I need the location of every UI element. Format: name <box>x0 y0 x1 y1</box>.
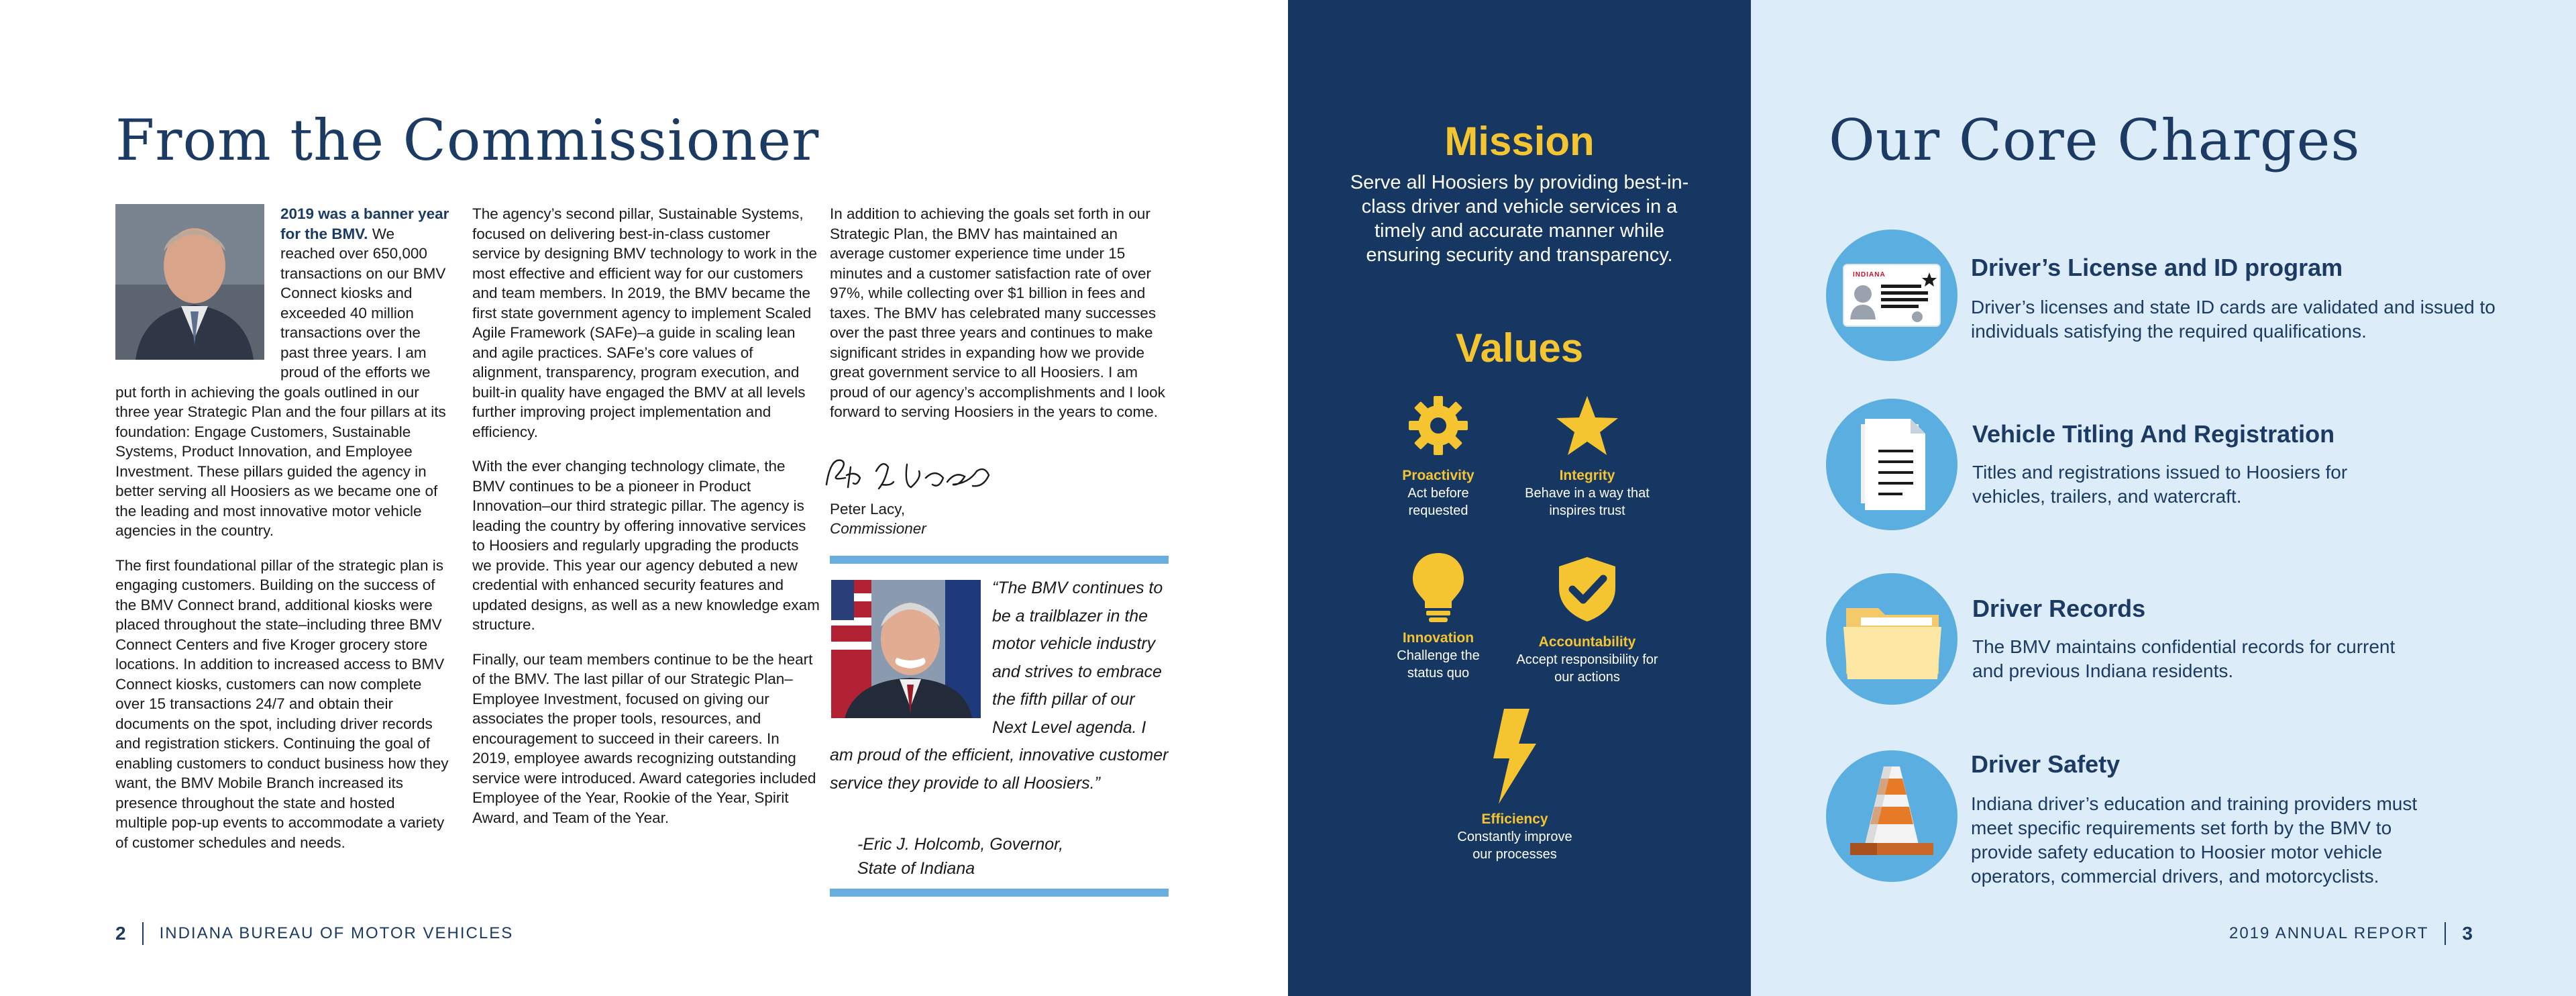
governor-photo <box>831 580 981 718</box>
signer-block <box>830 499 926 538</box>
value-accountability <box>1507 554 1668 686</box>
lead-sentence: 2019 was a banner year for the BMV. <box>280 205 449 242</box>
gear-icon <box>1406 393 1470 458</box>
charge-desc: Driver’s licenses and state ID cards are validated and issued to individuals satisfying the required qualifications. <box>1971 297 2496 342</box>
folder-icon <box>1826 573 1957 705</box>
values-title: Values <box>1455 326 1584 370</box>
quote-text: “The BMV continues to be a trailblazer in the motor vehicle industry and strives to embrace the fifth pillar of our Next Level agenda. I am proud of the efficient, innovative customer service they provide to all Hoosiers.” <box>830 579 1169 793</box>
charge-icon-circle <box>1826 399 1957 530</box>
footer-right <box>2229 922 2473 945</box>
value-desc: Constantly improve our processes <box>1457 830 1572 862</box>
charge-icon-circle <box>1826 750 1957 882</box>
value-name: Innovation <box>1402 630 1474 646</box>
signature-image <box>821 451 1009 498</box>
page-number-right: 3 <box>2462 923 2473 944</box>
traffic-cone-icon <box>1826 750 1957 882</box>
value-integrity <box>1507 393 1668 519</box>
charge-title: Driver Safety <box>1971 750 2121 778</box>
mission-text: Serve all Hoosiers by providing best-in-class driver and vehicle services in a timely and accurate manner while ensuring security and transparency. <box>1350 172 1689 266</box>
value-proactivity <box>1358 393 1519 519</box>
text-column-1 <box>115 204 449 867</box>
value-desc: Behave in a way that inspires trust <box>1525 486 1650 518</box>
checkmark-shield-icon <box>1555 554 1619 624</box>
signature <box>821 451 1022 501</box>
quote-rule-bottom <box>830 889 1169 897</box>
quote-attribution-line-2: State of Indiana <box>857 859 975 878</box>
lightbulb-icon <box>1406 550 1470 624</box>
charge-icon-circle <box>1826 230 1957 361</box>
id-card-label: INDIANA <box>1853 271 1886 279</box>
page-title: From the Commissioner <box>115 107 820 173</box>
commissioner-paragraph-5: Finally, our team members continue to be the heart of the BMV. The last pillar of our Strategic Plan–Employee Investment, focused on giving our associates the proper tools, resources, and encouragement to succeed in their careers. In 2019, employee awards recognizing outstanding service were introduced. Award categories included Employee of the Year, Rookie of the Year, Spirit Award, and Team of the Year. <box>472 650 816 826</box>
mission-values-panel <box>1288 0 1751 996</box>
value-name: Integrity <box>1559 468 1615 483</box>
quote-attribution-line-1: -Eric J. Holcomb, Governor, <box>857 835 1064 854</box>
signer-title: Commissioner <box>830 520 926 537</box>
quote-attribution <box>857 832 1063 881</box>
footer-label-left: INDIANA BUREAU OF MOTOR VEHICLES <box>159 924 514 942</box>
value-desc: Challenge the status quo <box>1397 648 1480 681</box>
value-desc: Accept responsibility for our actions <box>1516 652 1658 685</box>
footer-label-right: 2019 ANNUAL REPORT <box>2229 924 2429 942</box>
text-column-3 <box>830 204 1172 437</box>
value-innovation <box>1358 550 1519 682</box>
charge-title: Driver’s License and ID program <box>1971 254 2343 281</box>
mission-title: Mission <box>1444 119 1595 164</box>
charge-desc: The BMV maintains confidential records for current and previous Indiana residents. <box>1972 636 2396 681</box>
quote-rule-top <box>830 556 1169 564</box>
value-name: Accountability <box>1538 634 1636 650</box>
commissioner-photo <box>115 204 264 360</box>
commissioner-paragraph-6: In addition to achieving the goals set forth in our Strategic Plan, the BMV has maintained an average customer experience time under 15 minutes and a customer satisfaction rate of over 97%, while collecting over $1 billion in fees and taxes. The BMV has celebrated many successes over the past three years and continues to make significant strides in expanding how we provide great government service to all Hoosiers. I am proud of our agency’s accomplishments and I look forward to serving Hoosiers in the years to come. <box>830 205 1165 420</box>
signer-name: Peter Lacy, <box>830 501 906 517</box>
footer-divider <box>2445 922 2446 945</box>
charge-icon-circle <box>1826 573 1957 705</box>
charge-title: Driver Records <box>1972 595 2146 622</box>
core-charges-title: Our Core Charges <box>1829 107 2361 173</box>
lightning-bolt-icon <box>1488 709 1542 804</box>
commissioner-paragraph-2: The first foundational pillar of the strategic plan is engaging customers. Building on the success of the BMV Connect brand, additional kiosks were placed throughout the state–including three BMV Connect Centers and five Kroger grocery store locations. In addition to increased access to BMV Connect kiosks, customers can now complete over 15 transactions 24/7 and obtain their documents on the spot, including driver records and registration stickers. Continuing the goal of enabling customers to conduct business how they want, the BMV Mobile Branch increased its presence throughout the state and hosted multiple pop-up events to accommodate a variety of customer schedules and needs. <box>115 556 449 851</box>
page-number-left: 2 <box>115 923 126 944</box>
value-name: Proactivity <box>1402 468 1474 483</box>
star-icon <box>1555 393 1619 458</box>
text-column-2 <box>472 204 820 842</box>
footer-divider <box>142 922 144 945</box>
charge-desc: Indiana driver’s education and training providers must meet specific requirements set forth by the BMV to provide safety education to Hoosier motor vehicle operators, commercial drivers, and motorcyclists. <box>1971 793 2418 887</box>
charge-title: Vehicle Titling And Registration <box>1972 420 2335 448</box>
id-card-icon <box>1826 230 1957 361</box>
charge-desc: Titles and registrations issued to Hoosiers for vehicles, trailers, and watercraft. <box>1972 462 2348 507</box>
commissioner-paragraph-3: The agency’s second pillar, Sustainable Systems, focused on delivering best-in-class customer service by designing BMV technology to work in the most effective and efficient way for our customers and team members. In 2019, the BMV became the first state government agency to implement Scaled Agile Framework (SAFe)–a guide in scaling lean and agile practices. SAFe’s core values of alignment, transparency, program execution, and built-in quality have engaged the BMV at all levels further improving project implementation and efficiency. <box>472 205 818 440</box>
value-name: Efficiency <box>1481 811 1548 827</box>
value-efficiency <box>1434 709 1595 863</box>
paragraph-text: We reached over 650,000 transactions on our BMV Connect kiosks and exceeded 40 million transactions over the past three years. I am proud of the efforts we put forth in achieving the goals outlined in our three year Strategic Plan and the four pillars at its foundation: Engage Customers, Sustainable Systems, Product Innovation, and Employee Investment. These pillars guided the agency in better serving all Hoosiers as we became one of the leading and most innovative motor vehicle agencies in the country. <box>115 225 446 539</box>
document-icon <box>1826 399 1957 530</box>
value-desc: Act before requested <box>1407 486 1469 518</box>
commissioner-paragraph-4: With the ever changing technology climate, the BMV continues to be a pioneer in Product Innovation–our third strategic pillar. The agency is leading the country by offering innovative services to Hoosiers and regularly upgrading the products we provide. This year our agency debuted a new credential with enhanced security features and updated designs, as well as a new knowledge exam structure. <box>472 458 820 633</box>
footer-left <box>115 922 513 945</box>
